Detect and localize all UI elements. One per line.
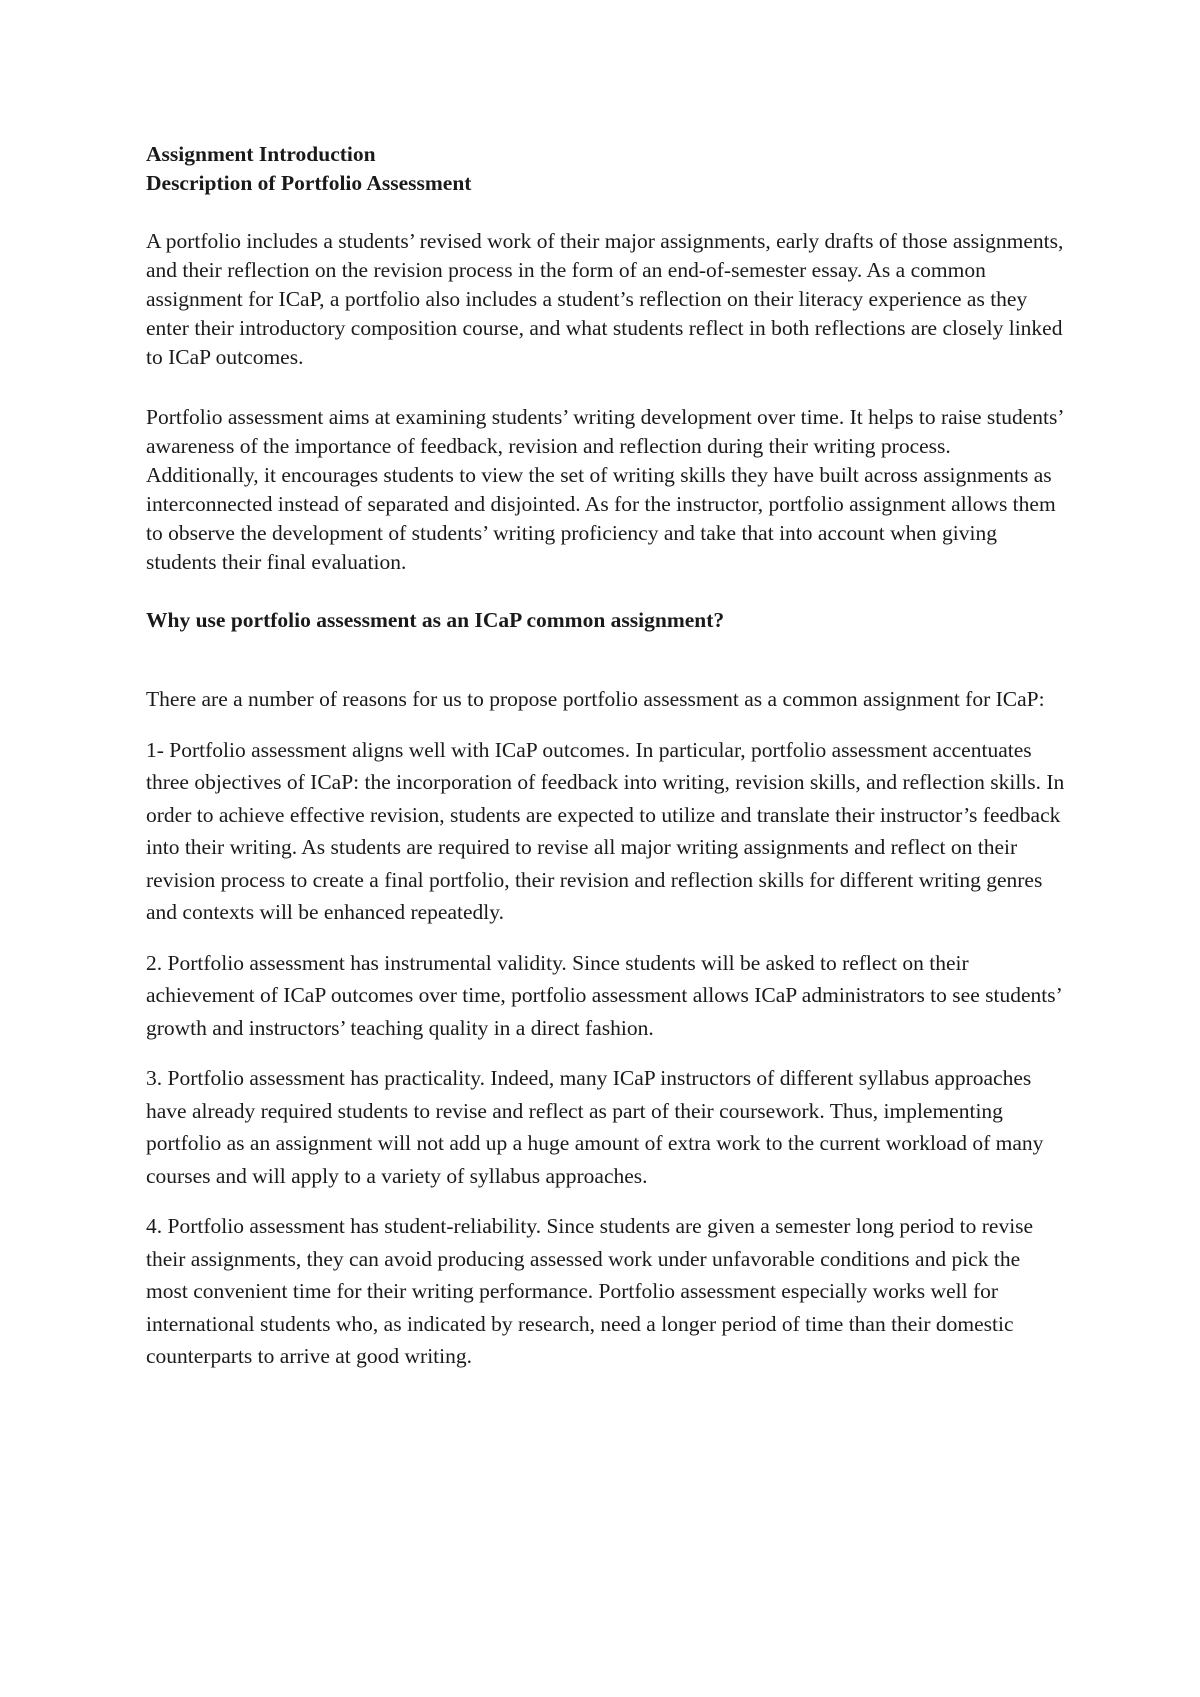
reason-paragraph-2: 2. Portfolio assessment has instrumental validity. Since students will be asked to reflect on their achievement of ICaP outcomes over time, portfolio assessment allows ICaP administrators to see students’ growth and instructors’ teaching quality in a direct fashion. <box>146 950 1062 1040</box>
document-page <box>146 140 1066 1373</box>
document-subtitle: Description of Portfolio Assessment <box>146 171 472 195</box>
intro-paragraph: A portfolio includes a students’ revised work of their major assignments, early drafts of those assignments, and their reflection on the revision process in the form of an end-of-semester essay. As a common assignment for ICaP, a portfolio also includes a student’s reflection on their literacy experience as they enter their introductory composition course, and what students reflect in both reflections are closely linked to ICaP outcomes. <box>146 229 1064 369</box>
reason-paragraph-1: 1- Portfolio assessment aligns well with ICaP outcomes. In particular, portfolio assessment accentuates three objectives of ICaP: the incorporation of feedback into writing, revision skills, and reflection skills. In order to achieve effective revision, students are expected to utilize and translate their instructor’s feedback into their writing. As students are required to revise all major writing assignments and reflect on their revision process to create a final portfolio, their revision and reflection skills for different writing genres and contexts will be enhanced repeatedly. <box>146 737 1065 924</box>
question-heading: Why use portfolio assessment as an ICaP common assignment? <box>146 608 725 632</box>
reason-paragraph-3: 3. Portfolio assessment has practicality. Indeed, many ICaP instructors of different syllabus approaches have already required students to revise and reflect as part of their coursework. Thus, implementing portfolio as an assignment will not add up a huge amount of extra work to the current workload of many courses and will apply to a variety of syllabus approaches. <box>146 1066 1044 1188</box>
document-title: Assignment Introduction <box>146 142 376 166</box>
aims-paragraph: Portfolio assessment aims at examining students’ writing development over time. It helps to raise students’ awareness of the importance of feedback, revision and reflection during their writing process. Additionally, it encourages students to view the set of writing skills they have built across assignments as interconnected instead of separated and disjointed. As for the instructor, portfolio assignment allows them to observe the development of students’ writing proficiency and take that into account when giving students their final evaluation. <box>146 405 1063 574</box>
reason-paragraph-4: 4. Portfolio assessment has student-reliability. Since students are given a semester long period to revise their assignments, they can avoid producing assessed work under unfavorable conditions and pick the most convenient time for their writing performance. Portfolio assessment especially works well for international students who, as indicated by research, need a longer period of time than their domestic counterparts to arrive at good writing. <box>146 1214 1034 1368</box>
reasons-intro-paragraph: There are a number of reasons for us to propose portfolio assessment as a common assignment for ICaP: <box>146 687 1045 711</box>
